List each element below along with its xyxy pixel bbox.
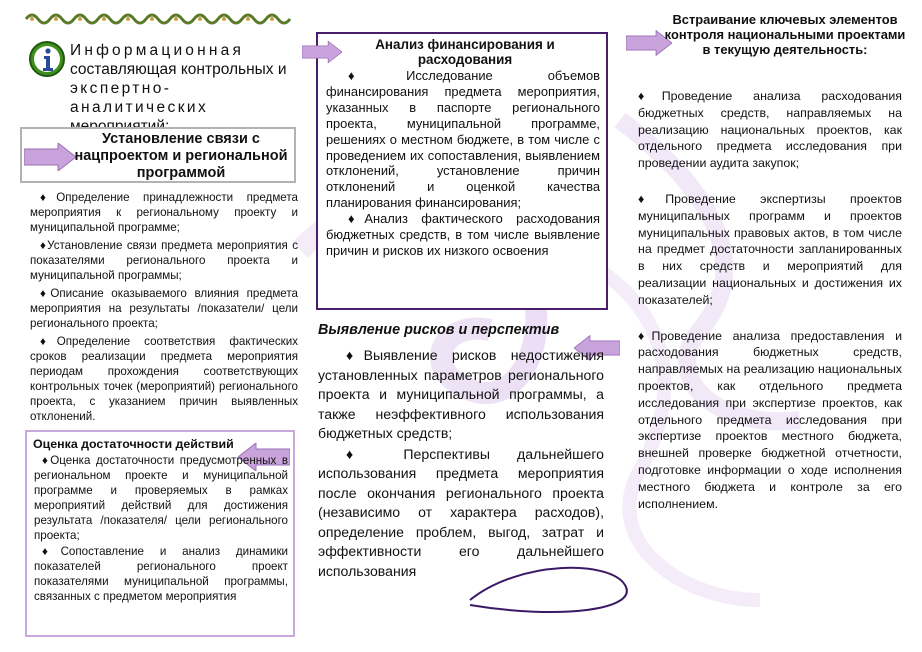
ornament-border [22,10,298,28]
list-item: ♦Установление связи предмета мероприятия с показателями регионального проекта и муниципальной программы; [30,239,298,282]
info-heading-line1: Информационная [70,42,245,59]
list-item: ♦Анализ фактического расходования бюджетных средств, в том числе выявление причин и рисков их низкого освоения [326,211,600,258]
list-item: ♦Выявление рисков недостижения установленных параметров регионального проекта и муниципальной программы, а также неэффективного использования бюджетных средств; [318,347,604,441]
section-title-integration: Встраивание ключевых элементов контроля национальными проектами в текущую деятельность: [664,12,906,57]
section-list-sufficiency [34,453,288,605]
section-title-link: Установление связи с нацпроектом и региональной программой [74,131,288,181]
section-title-sufficiency: Оценка достаточности действий [33,437,234,451]
list-item: ♦Определение соответствия фактических сроков реализации предмета мероприятия периодам прохождения соответствующих контрольных точек (мероприятий) регионального проекта, с указанием причин выявленных отклонений. [30,335,298,423]
info-icon [28,40,66,78]
section-list-integration [638,88,902,531]
arrow-right-icon [24,143,76,171]
list-item: ♦Определение принадлежности предмета мероприятия к региональному проекту и муниципальной программе; [30,191,298,234]
list-item: ♦Описание оказываемого влияния предмета мероприятия на результаты /показатели/ цели регионального проекта; [30,287,298,330]
list-item: ♦ Перспективы дальнейшего использования предмета мероприятия после окончания регионального проекта (независимо от характера расходов), определение проблем, выгод, затрат и эффективности его дальнейшего использования [318,445,604,579]
arrow-right-icon [302,40,342,64]
section-list-link [30,190,298,427]
list-item: ♦Проведение анализа расходования бюджетных средств, направляемых на реализацию национальных проектов, как отдельного предмета исследования при проведении аудита закупок; [638,89,902,171]
list-item: ♦Сопоставление и анализ динамики показателей регионального проект показателями муниципальной программы, связанных с предметом мероприятия [34,545,288,603]
info-heading [70,41,302,136]
section-title-finance: Анализ финансирования и расходования [375,37,555,67]
list-item: ♦Оценка достаточности предусмотренных в региональном проекте и муниципальной программе и проверяемых в рамках мероприятий действий для достижения результата /показателя/ цели регионального проекта; [34,454,288,542]
info-heading-line2: составляющая контрольных и [70,61,287,78]
section-title-risks: Выявление рисков и перспектив [318,322,560,338]
list-item: ♦Проведение анализа предоставления и расходования бюджетных средств, направляемых на реализацию национальных проектов, как отдельного предмета исследования при экспертизе проектов, как отдельного предмета исследования при экспертизе проектов местного бюджета, внешней проверке бюджетной отчетности, подготовке информации о ходе исполнения местного бюджета и контроле за его исполнением. [638,328,902,511]
section-list-risks [318,346,604,582]
list-item: ♦Исследование объемов финансирования предмета мероприятия, указанных в паспорте регионального проекта, муниципальной программе, решениях о местном бюджете, в том числе с проведением их сопоставления, выявлением отклонений, установление причин отклонений и оценкой качества планирования финансирования; [326,68,600,211]
section-list-finance [326,68,600,259]
info-heading-line3: экспертно-аналитических [70,80,209,116]
list-item: ♦Проведение экспертизы проектов муниципальных программ и проектов муниципальных правовых актов, в том числе на предмет достаточности запланированных в них средств и мероприятий для реализации национальных и достижения их показателей; [638,191,902,307]
